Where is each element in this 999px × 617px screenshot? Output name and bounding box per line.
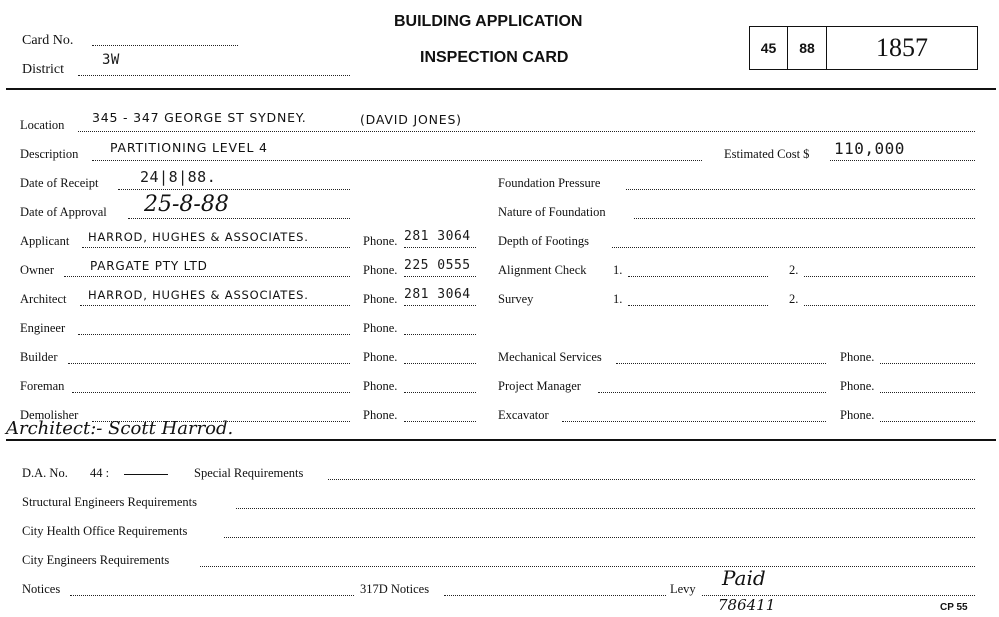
alignment-check-label: Alignment Check — [498, 263, 587, 277]
alignment-num1: 1. — [613, 263, 623, 277]
alignment-num2: 2. — [789, 263, 799, 277]
survey-num2: 2. — [789, 292, 799, 306]
notices-317d-line — [444, 595, 666, 596]
da-no-dash — [124, 474, 168, 475]
da-no-label: D.A. No. — [22, 466, 68, 480]
title-line1: BUILDING APPLICATION — [394, 13, 583, 30]
foreman-phone-line — [404, 392, 476, 393]
engineer-phone-label: Phone. — [363, 321, 398, 335]
description-value: PARTITIONING LEVEL 4 — [110, 140, 268, 155]
nature-foundation-line — [634, 218, 975, 219]
location-line — [78, 131, 975, 132]
project-manager-line — [598, 392, 826, 393]
estimated-cost-value: 110,000 — [834, 139, 905, 158]
mechanical-phone-line — [880, 363, 975, 364]
da-no-value: 44 : — [90, 466, 110, 480]
applicant-phone-line — [404, 247, 476, 248]
location-value: 345 - 347 GEORGE ST SYDNEY. — [92, 110, 307, 125]
description-label: Description — [20, 147, 79, 161]
description-line — [92, 160, 702, 161]
engineer-line — [78, 334, 350, 335]
survey-num1: 1. — [613, 292, 623, 306]
applicant-line — [82, 247, 350, 248]
builder-line — [68, 363, 350, 364]
levy-number: 786411 — [718, 596, 776, 614]
project-manager-phone-line — [880, 392, 975, 393]
engineer-phone-line — [404, 334, 476, 335]
location-label: Location — [20, 118, 65, 132]
header-divider — [6, 88, 996, 90]
architect-value: HARROD, HUGHES & ASSOCIATES. — [88, 288, 309, 302]
applicant-value: HARROD, HUGHES & ASSOCIATES. — [88, 230, 309, 244]
date-receipt-label: Date of Receipt — [20, 176, 99, 190]
card-no-label: Card No. — [22, 33, 74, 48]
demolisher-phone-line — [404, 421, 476, 422]
applicant-label: Applicant — [20, 234, 70, 248]
special-req-line — [328, 479, 975, 480]
structural-line — [236, 508, 975, 509]
reference-box — [749, 26, 978, 70]
title-line2: INSPECTION CARD — [420, 49, 569, 66]
owner-phone-line — [404, 276, 476, 277]
foundation-pressure-line — [626, 189, 975, 190]
applicant-phone: 281 3064 — [404, 229, 471, 244]
project-manager-label: Project Manager — [498, 379, 581, 393]
depth-footings-label: Depth of Footings — [498, 234, 589, 248]
architect-phone-label: Phone. — [363, 292, 398, 306]
excavator-label: Excavator — [498, 408, 549, 422]
date-approval-label: Date of Approval — [20, 205, 107, 219]
owner-line — [64, 276, 350, 277]
middle-divider — [6, 439, 996, 441]
levy-label: Levy — [670, 582, 696, 596]
owner-value: PARGATE PTY LTD — [90, 259, 208, 273]
project-manager-phone-label: Phone. — [840, 379, 875, 393]
foreman-label: Foreman — [20, 379, 65, 393]
reference-number: 1857 — [876, 33, 928, 62]
city-engineers-label: City Engineers Requirements — [22, 553, 170, 567]
architect-phone: 281 3064 — [404, 287, 471, 302]
architect-label: Architect — [20, 292, 67, 306]
architect-note: Architect:- Scott Harrod. — [6, 418, 234, 439]
notices-317d-label: 317D Notices — [360, 582, 430, 596]
special-req-label: Special Requirements — [194, 466, 304, 480]
district-label: District — [22, 62, 64, 77]
survey-line-2 — [804, 305, 975, 306]
date-receipt-value: 24|8|88. — [140, 168, 217, 186]
date-approval-value: 25-8-88 — [144, 192, 229, 217]
applicant-phone-label: Phone. — [363, 234, 398, 248]
reference-cell-2: 88 — [788, 27, 827, 69]
location-extra: (DAVID JONES) — [360, 112, 462, 127]
foundation-pressure-label: Foundation Pressure — [498, 176, 601, 190]
district-value: 3W — [102, 52, 120, 68]
builder-phone-line — [404, 363, 476, 364]
city-engineers-line — [200, 566, 975, 567]
city-health-label: City Health Office Requirements — [22, 524, 188, 538]
excavator-phone-line — [880, 421, 975, 422]
card-no-line — [92, 45, 238, 46]
city-health-line — [224, 537, 975, 538]
demolisher-phone-label: Phone. — [363, 408, 398, 422]
foreman-line — [72, 392, 350, 393]
depth-footings-line — [612, 247, 975, 248]
form-code: CP 55 — [940, 602, 968, 613]
alignment-line-2 — [804, 276, 975, 277]
foreman-phone-label: Phone. — [363, 379, 398, 393]
survey-label: Survey — [498, 292, 534, 306]
levy-value: Paid — [722, 566, 766, 590]
mechanical-phone-label: Phone. — [840, 350, 875, 364]
architect-phone-line — [404, 305, 476, 306]
demolisher-label: Demolisher — [20, 408, 79, 422]
survey-line-1 — [628, 305, 768, 306]
owner-phone: 225 0555 — [404, 258, 471, 273]
nature-foundation-label: Nature of Foundation — [498, 205, 606, 219]
excavator-line — [562, 421, 826, 422]
structural-label: Structural Engineers Requirements — [22, 495, 197, 509]
date-receipt-line — [118, 189, 350, 190]
alignment-line-1 — [628, 276, 768, 277]
estimated-cost-label: Estimated Cost $ — [724, 147, 810, 161]
estimated-cost-line — [830, 160, 975, 161]
district-line — [78, 75, 350, 76]
mechanical-label: Mechanical Services — [498, 350, 602, 364]
builder-label: Builder — [20, 350, 58, 364]
reference-cell-1: 45 — [750, 27, 788, 69]
notices-label: Notices — [22, 582, 61, 596]
mechanical-line — [616, 363, 826, 364]
notices-line — [70, 595, 354, 596]
builder-phone-label: Phone. — [363, 350, 398, 364]
owner-label: Owner — [20, 263, 55, 277]
date-approval-line — [128, 218, 350, 219]
excavator-phone-label: Phone. — [840, 408, 875, 422]
engineer-label: Engineer — [20, 321, 66, 335]
architect-line — [80, 305, 350, 306]
owner-phone-label: Phone. — [363, 263, 398, 277]
